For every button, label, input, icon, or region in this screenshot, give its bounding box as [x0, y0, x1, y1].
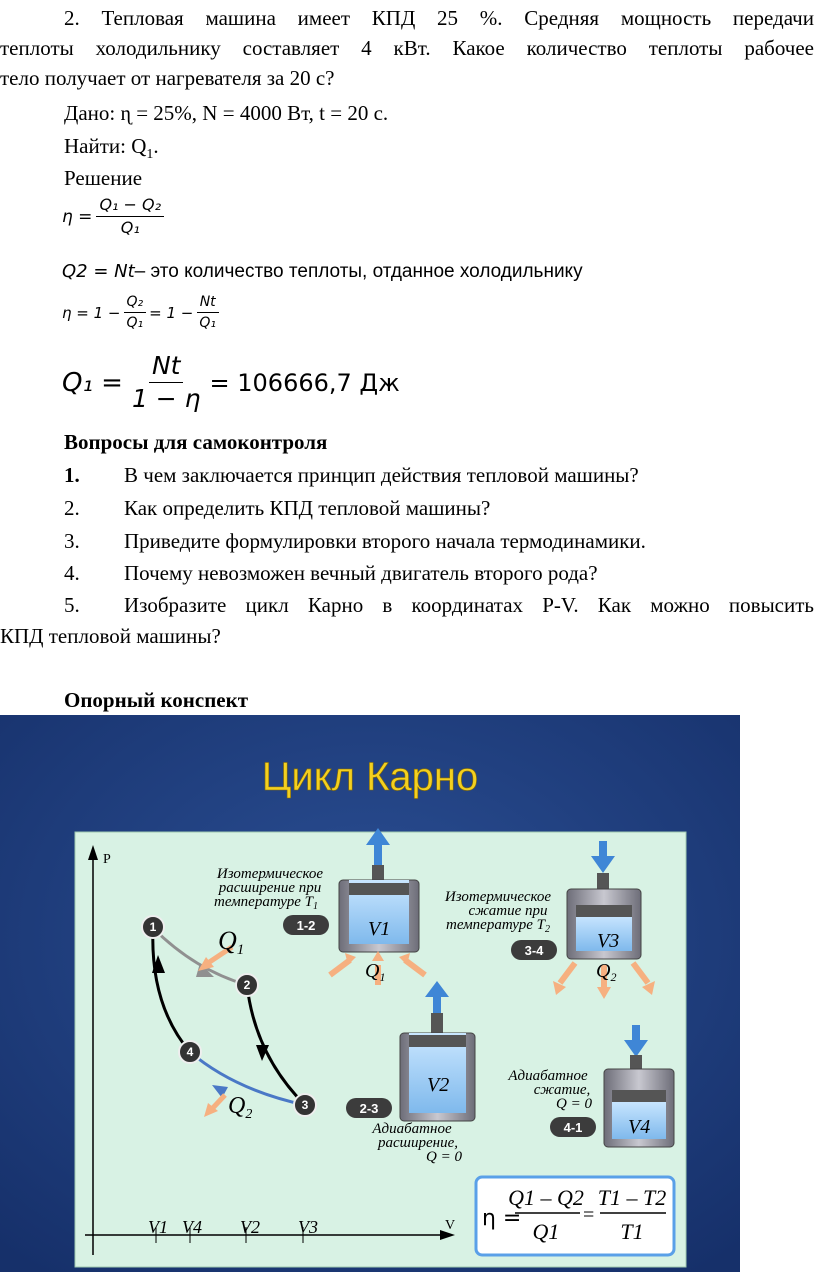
summary-heading: Опорный конспект [64, 688, 249, 712]
svg-text:температуре T1: температуре $T_1$ [213, 894, 319, 912]
q1-label: Q1 [218, 926, 245, 958]
svg-text:сжатие,: сжатие, [533, 1082, 591, 1098]
v3-tick: V3 [298, 1217, 318, 1237]
q2-expr: Q2 = Nt [62, 261, 135, 282]
badge-1-2-text: 1-2 [296, 918, 316, 933]
question-4-text: Почему невозможен вечный двигатель второго рода? [124, 561, 598, 585]
f3-frac2 [196, 292, 219, 333]
given-line: Дано: ɳ = 25%, N = 4000 Вт, t = 20 с. [64, 101, 389, 125]
p-axis-label: P [103, 852, 111, 867]
cyl-q2: $Q_2$ [596, 960, 617, 984]
f3-mid: = 1 − [149, 303, 194, 322]
questions-heading: Вопросы для самоконтроля [64, 430, 328, 454]
question-3-text: Приведите формулировки второго начала термодинамики. [124, 529, 646, 553]
q2-label: $Q_2$ [228, 1093, 253, 1122]
question-5-num: 5. [64, 593, 80, 617]
svg-text:Изотермическое: Изотермическое [444, 889, 552, 905]
eff-n2: T1 – T2 [597, 1185, 667, 1210]
svg-text:Адиабатное: Адиабатное [372, 1121, 452, 1137]
cyl-v4: V4 [628, 1116, 651, 1138]
svg-text:Q = 0: Q = 0 [426, 1149, 462, 1165]
f4-frac [129, 350, 204, 415]
eff-eq: = [583, 1204, 595, 1226]
question-2-num: 2. [64, 496, 80, 520]
formula-q1-result [62, 350, 400, 415]
eff-n1: Q1 – Q2 [508, 1185, 584, 1210]
point-3: 3 [301, 1098, 309, 1112]
problem-line-3: тело получает от нагревателя за 20 с? [0, 66, 335, 90]
question-1-num: 1. [64, 463, 80, 487]
f3-n1: Q₂ [124, 292, 147, 313]
f1-den: Q₁ [120, 218, 140, 237]
f3-d1: Q₁ [126, 315, 144, 331]
formula-eta-def [62, 194, 164, 239]
find-prefix: Найти: Q [64, 134, 147, 158]
eff-eta: η = [482, 1206, 522, 1231]
v4-tick: V4 [182, 1217, 202, 1237]
f1-fraction [96, 194, 164, 239]
question-3-num: 3. [64, 529, 80, 553]
question-4-num: 4. [64, 561, 80, 585]
point-4: 4 [186, 1045, 194, 1059]
f3-n2: Nt [197, 292, 219, 313]
f3-lhs: η = 1 − [62, 303, 121, 322]
f1-lhs: η = [62, 206, 93, 227]
formula-eta-expand [62, 292, 219, 333]
svg-text:Изотермическое: Изотермическое [216, 866, 324, 882]
cyl-v1: V1 [368, 918, 391, 940]
svg-text:Адиабатное: Адиабатное [508, 1068, 588, 1084]
cyl-v2: V2 [427, 1074, 450, 1096]
stage-1-2-caption [214, 866, 323, 912]
svg-text:температуре T2: температуре $T_2$ [445, 917, 551, 935]
find-suffix: . [153, 134, 159, 158]
eff-d2: T1 [620, 1219, 644, 1244]
v2-tick: V2 [240, 1217, 260, 1237]
carnot-slide [0, 715, 740, 1272]
question-5-cont: КПД тепловой машины? [0, 624, 221, 648]
q2-note: – это количество теплоты, отданное холодильнику [134, 261, 583, 282]
slide-title: Цикл Карно [261, 755, 479, 799]
v1-tick: V1 [148, 1217, 168, 1237]
cyl-q1: $Q_1$ [365, 960, 386, 984]
badge-2-3-text: 2-3 [359, 1101, 379, 1116]
question-1-text: В чем заключается принцип действия тепловой машины? [124, 463, 639, 487]
v-axis-label: V [445, 1218, 456, 1233]
svg-text:Q = 0: Q = 0 [556, 1096, 592, 1112]
point-1: 1 [149, 920, 157, 934]
f4-den: 1 − η [131, 384, 201, 413]
svg-text:расширение,: расширение, [378, 1135, 458, 1151]
formula-q2 [62, 255, 583, 287]
problem-line-1: 2. Тепловая машина имеет КПД 25 %. Средняя мощность передачи [64, 6, 814, 30]
solution-heading: Решение [64, 166, 143, 190]
badge-4-1-text: 4-1 [563, 1120, 583, 1135]
find-sub: 1 [146, 147, 154, 163]
f1-num: Q₁ − Q₂ [96, 194, 164, 217]
point-2: 2 [243, 978, 251, 992]
f4-lhs: Q₁ = [62, 367, 123, 398]
eff-d1: Q1 [532, 1219, 560, 1244]
problem-line-2: теплоты холодильнику составляет 4 кВт. Какое количество теплоты рабочее [0, 36, 814, 60]
badge-3-4-text: 3-4 [524, 943, 544, 958]
question-2-text: Как определить КПД тепловой машины? [124, 496, 491, 520]
svg-text:расширение при: расширение при [218, 880, 322, 896]
question-5-text: Изобразите цикл Карно в координатах P-V. Как можно повысить [124, 593, 814, 617]
f4-rhs: = 106666,7 Дж [209, 368, 400, 397]
f3-frac1 [124, 292, 147, 333]
f3-d2: Q₁ [199, 315, 216, 331]
cyl-v3: V3 [597, 930, 620, 952]
f4-num: Nt [149, 350, 184, 383]
svg-text:сжатие при: сжатие при [468, 903, 548, 919]
